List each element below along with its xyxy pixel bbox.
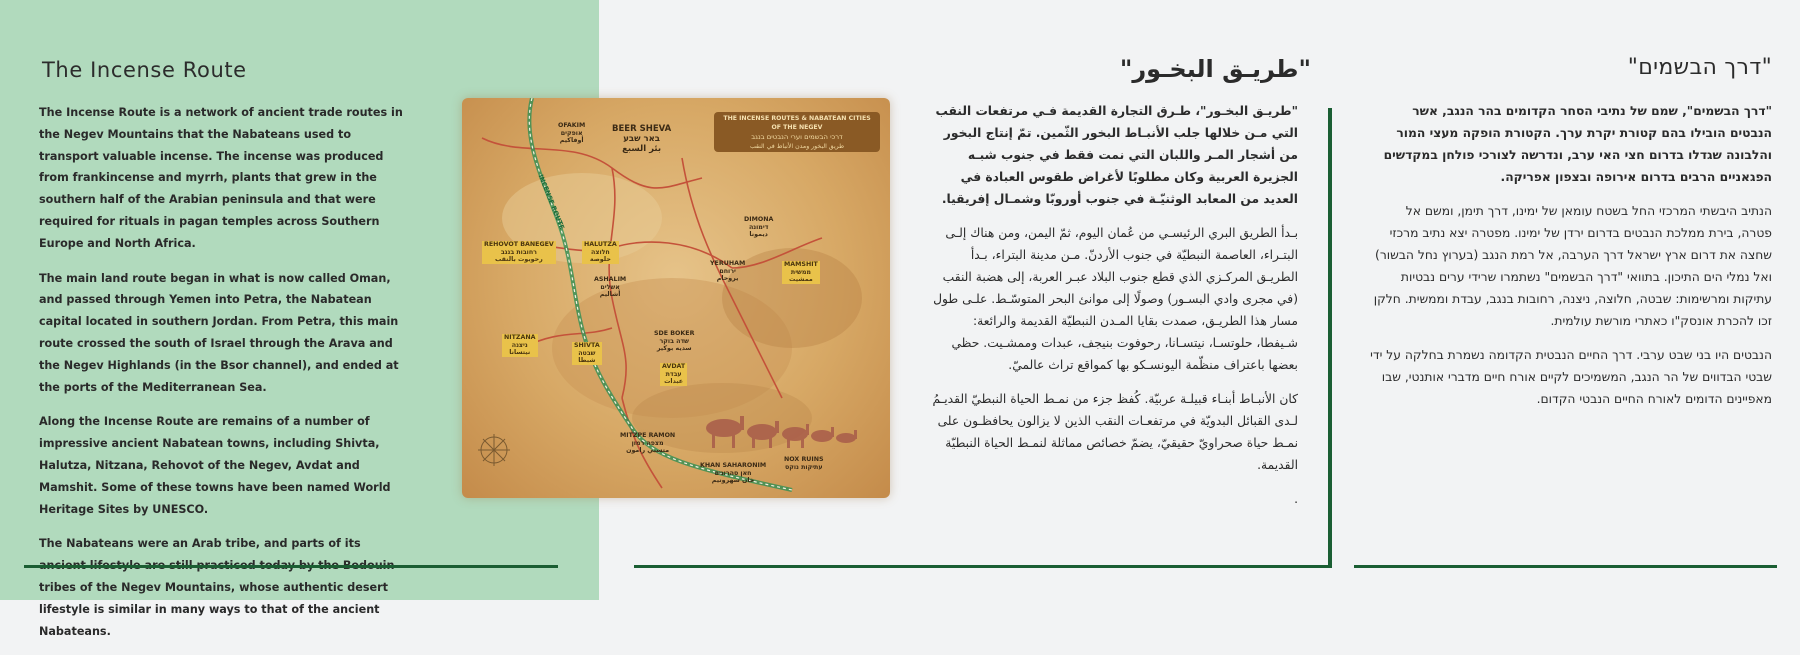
arabic-title: "طريـق البخـور" (1119, 55, 1311, 83)
hebrew-paragraph: "דרך הבשמים", שמם של נתיבי הסחר הקדומים בהר הנגב, אשר הנבטים הובילו בהם קטורת יקרת ערך. הקטורת הופקה מעצי המור והלבונה שגדלו בדרום חצי האי ערב, ונדרשה לצורכי פולחן במקדשים הפגאניים הרבים בדרום אירופה ובצפון אפריקה. (1383, 104, 1772, 184)
map-place-khan-saharonim: KHAN SAHARONIM חאן סהרונים خان سهرونيم (700, 462, 767, 484)
map-illustration (462, 98, 890, 498)
incense-route-label: INCENSE ROUTE (536, 173, 566, 231)
english-paragraph: Along the Incense Route are remains of a number of impressive ancient Nabatean towns, including Shivta, Halutza, Nitzana, Rehovot of the Negev, Avdat and Mamshit. Some of these towns have been named World Heritage Sites by UNESCO. (39, 415, 391, 516)
hebrew-paragraph: הנבטים היו בני שבט ערבי. דרך החיים הנבטית הקדומה נשמרת בחלקה על ידי שבטי הבדווים של הר הנגב, המשמיכים לקיים אורח חיים מדברי אותנטי, שבו מאפיינים הדומים לאורח החיים הנבטי הקדום. (1370, 348, 1772, 406)
map-title-hebrew: דרכי הבשמים וערי הנבטים בנגב (751, 133, 843, 141)
map-place-ashalim: ASHALIM אשלים أشاليم (594, 276, 627, 298)
arabic-paragraph: "طريـق البخـور"، طـرق التجارة القديمة فـي مرتفعات النقب التي مـن خلالها جلب الأنبـاط البخور الثّمين. تمّ إنتاج البخور من أشجار المـر واللبان التي نمت فقط في جنوب شبـه الجزيرة العربية وكان مطلوبًا لأغراض طقوس العبادة في العديد من المعابد الوثنيّـة في جنوب أوروبّا وشمـال إفريقيا. (935, 104, 1298, 206)
map-place-nox-ruins: NOX RUINS עתיקות נוקס (784, 456, 824, 471)
map-title-arabic: طريق البخور ومدن الأنباط في النقب (749, 143, 845, 150)
map-place-avdat: AVDAT עבדת عبدات (662, 363, 686, 385)
map-place-halutza: HALUTZA חלוצה حلوصة (584, 241, 617, 263)
map-place-yeruham: YERUHAM ירוחם يروحام (710, 260, 746, 282)
incense-route-map (462, 98, 890, 498)
map-title (714, 112, 880, 152)
english-divider (24, 565, 558, 568)
map-place-nitzana: NITZANA ניצנה نيتسانا (504, 334, 536, 356)
hebrew-paragraph: הנתיב היבשתי המרכזי החל בשטח עומאן של ימינו, דרך תימן, ומשם אל פטרה, בירת ממלכת הנבטים בדרום ירדן של ימינו. מפטרה יצא נתיב מרכזי שחצה את דרום ארץ ישראל דרך הערבה, אל רמת הנגב (בערוץ נחל הבשור) ואל נמלי הים התיכון. בתוואי "דרך הבשמים" נשתמרו שרידי ערים נבטיות עתיקות ומרשימות: שבטה, חלוצה, ניצנה, רחובות בנגב, עבדת וממשית. חלקן זכו להכרת אונסק"ו כאתרי מורשת עולמית. (1373, 204, 1772, 328)
english-paragraph: The main land route began in what is now called Oman, and passed through Yemen into Petra, the Nabatean capital located in southern Jordan. From Petra, this main route crossed the south of Israel through the Arava and the Negev Highlands (in the Bsor channel), and ended at the ports of the Mediterranean Sea. (39, 271, 399, 394)
arabic-paragraph: كان الأنبـاط أبنـاء قبيلـة عربيّة. كُفظ جزء من نمـط الحياة النبطيّ القديـمُ لـدى القبائل البدويّة في مرتفعـات النقب الذين لا يزالون يحافظـون على نمـط حياة صحراويّ حقيقيّ، يضمّ خصائص مماثلة لنمـط الحياة النبطيّة القديمة. (932, 392, 1298, 472)
map-place-mitzpe-ramon: MITZPE RAMON מצפה רמון متسبي رامون (620, 432, 676, 454)
english-paragraph: The Nabateans were an Arab tribe, and parts of its tribes of the Negev Mountains, whose authentic desert lifestyle is similar in many ways to that of the ancient Nabateans. (39, 537, 388, 638)
map-place-mamshit: MAMSHIT ממשית ممشيت (784, 261, 818, 283)
arabic-paragraph: . (1294, 492, 1298, 506)
map-place-shivta: SHIVTA שבטה شبطا (574, 342, 600, 364)
hebrew-title: "דרך הבשמים" (1627, 55, 1772, 80)
map-title-english: THE INCENSE ROUTES & NABATEAN CITIES OF THE NEGEV (723, 115, 871, 131)
map-place-sdeboker: SDE BOKER שדה בוקר سديه بوكير (654, 330, 695, 352)
english-body (39, 102, 411, 655)
map-place-beersheva: BEER SHEVA באר שבע بئر السبع (612, 124, 672, 154)
arabic-divider (634, 565, 1332, 568)
arabic-vertical-divider (1328, 108, 1332, 568)
english-title: The Incense Route (42, 58, 247, 82)
hebrew-body (1368, 100, 1772, 422)
hebrew-divider (1354, 565, 1777, 568)
map-place-ofakim: OFAKIM אופקים أوفاكيم (558, 122, 586, 144)
map-place-rehovot: REHOVOT BANEGEV רחובות בנגב رحوبوت بالنقب (484, 241, 554, 263)
english-paragraph: The Incense Route is a network of ancient trade routes in the Negev Mountains that the Nabateans used to transport valuable incense. The incense was produced from frankincense and myrrh, plants that grew in the southern half of the Arabian peninsula and that were required for rituals in pagan temples across Southern Europe and North Africa. (39, 106, 403, 250)
arabic-paragraph: بـدأ الطريق البري الرئيسـي من عُمان اليوم، ثمّ اليمن، ومن هناك إلـى البتـراء، العاصمة النبطيّة في جنوب الأردنّ. مـن مدينة البتراء، بـدأ الطريـق المركـزي الذي قطع جنوب البلاد عبـر العربة، إلى هضبة النقب (في مجرى وادي البسـور) وصولًا إلى موانئ البحر المتوسّـط. علـى طول مسار هذا الطريـق، صمدت بقايا المـدن النبطيّة القديمة والرائعة: شـيفطا، حلوتسـا، نيتسـانا، رحوفوت بنيجف، عبدات وممشـيت. حظي بعضها باعتراف منظّمة اليونسـكو بها كمواقع تراث عالميّ. (933, 226, 1298, 372)
map-place-dimona: DIMONA דימונה ديمونا (744, 216, 774, 238)
arabic-body (928, 100, 1298, 522)
